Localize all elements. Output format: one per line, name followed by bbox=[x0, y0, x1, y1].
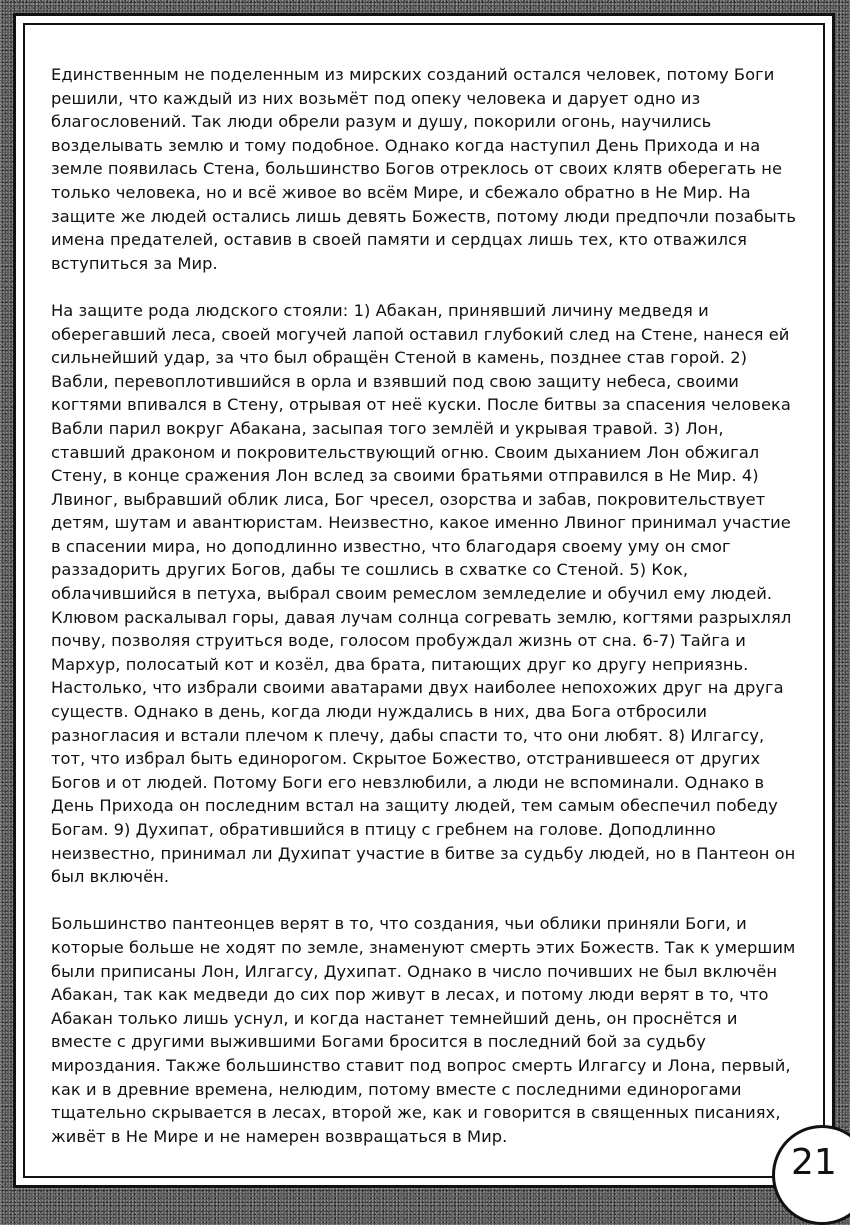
page-number: 21 bbox=[791, 1142, 837, 1183]
paragraph: На защите рода людского стояли: 1) Абакан, принявший личину медведя и оберегавший леса, своей могучей лапой оставил глубокий след на Стене, нанеся ей сильнейший удар, за что был обращён Стеной в камень, позднее став горой. 2) Вабли, перевоплотившийся в орла и взявший под свою защиту небеса, своими когтями впивался в Стену, отрывая от неё куски. После битвы за спасения человека Вабли парил вокруг Абакана, засыпая того землёй и укрывая травой. 3) Лон, ставший драконом и покровительствующий огню. Своим дыханием Лон обжигал Стену, в конце сражения Лон вслед за своими братьями отправился в Не Мир. 4) Лвиног, выбравший облик лиса, Бог чресел, озорства и забав, покровительствует детям, шутам и авантюристам. Неизвестно, какое именно Лвиног принимал участие в спасении мира, но доподлинно известно, что благодаря своему уму он смог раззадорить других Богов, дабы те сошлись в схватке со Стеной. 5) Кок, облачившийся в петуха, выбрал своим ремеслом земледелие и обучил ему людей. Клювом раскалывал горы, давая лучам солнца согревать землю, когтями разрыхлял почву, позволяя струиться воде, голосом пробуждал жизнь от сна. 6-7) Тайга и Мархур, полосатый кот и козёл, два брата, питающих друг ко другу неприязнь. Настолько, что избрали своими аватарами двух наиболее непохожих друг на друга существ. Однако в день, когда люди нуждались в них, два Бога отбросили разногласия и встали плечом к плечу, дабы спасти то, что они любят. 8) Илгагсу, тот, что избрал быть единорогом. Скрытое Божество, отстранившееся от других Богов и от людей. Потому Боги его невзлюбили, а люди не вспоминали. Однако в День Прихода он последним встал на защиту людей, тем самым обеспечил победу Богам. 9) Духипат, обратившийся в птицу с гребнем на голове. Доподлинно неизвестно, принимал ли Духипат участие в битве за судьбу людей, но в Пантеон он был включён. bbox=[51, 300, 796, 887]
paragraph: Единственным не поделенным из мирских созданий остался человек, потому Боги решили, что каждый из них возьмёт под опеку человека и дарует одно из благословений. Так люди обрели разум и душу, покорили огонь, научились возделывать землю и тому подобное. Однако когда наступил День Прихода и на земле появилась Стена, большинство Богов отреклось от своих клятв оберегать не только человека, но и всё живое во всём Мире, и сбежало обратно в Не Мир. На защите же людей остались лишь девять Божеств, потому люди предпочли позабыть имена предателей, оставив в своей памяти и сердцах лишь тех, кто отважился вступиться за Мир. bbox=[51, 65, 797, 273]
page-frame bbox=[13, 13, 835, 1188]
inner-border bbox=[23, 23, 825, 1178]
body-text bbox=[51, 63, 803, 1172]
paragraph: Большинство пантеонцев верят в то, что создания, чьи облики приняли Боги, и которые больше не ходят по земле, знаменуют смерть этих Божеств. Так к умершим были приписаны Лон, Илгагсу, Духипат. Однако в число почивших не был включён Абакан, так как медведи до сих пор живут в лесах, и потому люди верят в то, что Абакан только лишь уснул, и когда настанет темнейший день, он проснётся и вместе с другими выжившими Богами бросится в последний бой за судьбу мироздания. Также большинство ставит под вопрос смерть Илгагсу и Лона, первый, как и в древние времена, нелюдим, потому вместе с последними единорогами тщательно скрывается в лесах, второй же, как и говорится в священных писаниях, живёт в Не Мире и не намерен возвращаться в Мир. bbox=[51, 914, 796, 1146]
